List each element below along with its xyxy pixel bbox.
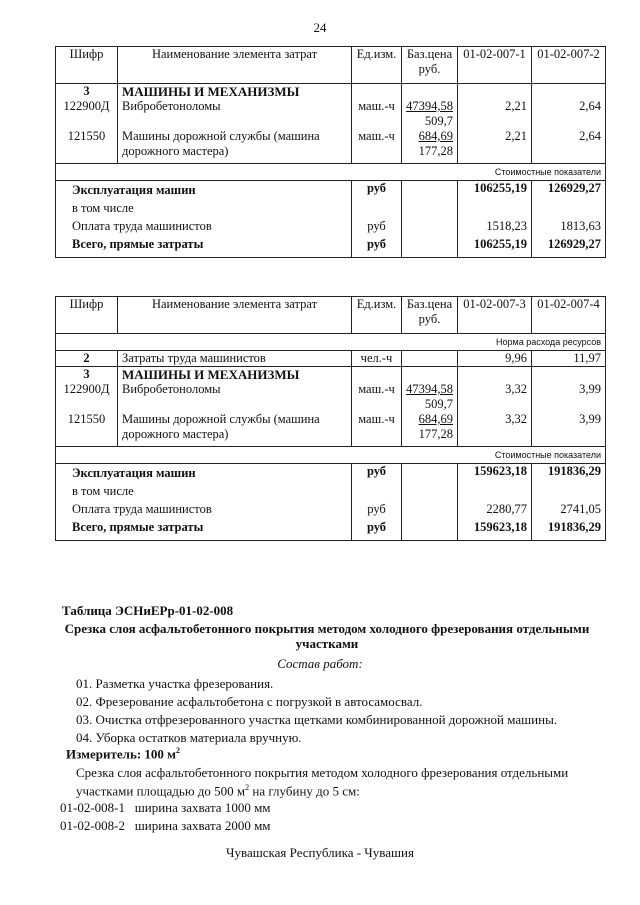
table-row: 122900Д Вибробетоноломы маш.-ч 47394,58 509,7 3,32 3,99 bbox=[56, 382, 606, 412]
work-item: 04. Уборка остатков материала вручную. bbox=[76, 730, 302, 745]
work-item: 02. Фрезерование асфальтобетона с погрузкой в автосамосвал. bbox=[76, 694, 423, 709]
estimate-table-2: Шифр Наименование элемента затрат Ед.изм. Баз.цена руб. 01-02-007-3 01-02-007-4 Норма расхода ресурсов 2 Затраты труда машинистов чел.-ч 9,96 11,97 3 МАШИНЫ И МЕХАНИЗМЫ 122900Д Вибробетоноломы маш.-ч 47394,58 509,7 3,32 3,99 121550 Машины дорожной службы (машина дорожного мастера) маш.-ч 684,69 177,28 3,32 3,99 Стоимостные показатели Эксплуатация машин руб 159623,18 191836,29 в том числе Оплата труда машинистов руб 2280,77 2741,05 Всего, прямые затраты руб 159623,18 191836,29 bbox=[55, 296, 606, 541]
code-item: 01-02-008-2 ширина захвата 2000 мм bbox=[60, 818, 271, 833]
header-unit: Ед.изм. bbox=[352, 47, 402, 84]
header-price: Баз.цена руб. bbox=[402, 297, 458, 334]
table-header bbox=[56, 47, 606, 84]
page-footer: Чувашская Республика - Чувашия bbox=[226, 845, 414, 860]
measurement-unit: Измеритель: 100 $м^2$ bbox=[66, 746, 181, 762]
work-composition-title: Состав работ: bbox=[277, 656, 363, 671]
table-row: 122900Д Вибробетоноломы маш.-ч 47394,58 509,7 2,21 2,64 bbox=[56, 99, 606, 129]
total-row: Всего, прямые затраты руб 106255,19 126929,27 bbox=[56, 237, 606, 258]
description-title: Срезка слоя асфальтобетонного покрытия методом холодного фрезерования отдельными участками bbox=[64, 621, 590, 651]
table-title: Таблица ЭСНиЕРр-01-02-008 bbox=[62, 603, 234, 618]
header-name: Наименование элемента затрат bbox=[118, 297, 352, 334]
header-col1: 01-02-007-1 bbox=[458, 47, 532, 84]
header-col1: 01-02-007-3 bbox=[458, 297, 532, 334]
table-row: 121550 Машины дорожной службы (машина дорожного мастера) маш.-ч 684,69 177,28 3,32 3,99 bbox=[56, 412, 606, 447]
page-number: 24 bbox=[313, 20, 327, 35]
work-item: 03. Очистка отфрезерованного участка щетками комбинированной дорожной машины. bbox=[76, 712, 558, 727]
section-row: 3 МАШИНЫ И МЕХАНИЗМЫ bbox=[56, 367, 606, 383]
cost-indicators-row: Стоимостные показатели bbox=[56, 164, 606, 181]
description-paragraph: Срезка слоя асфальтобетонного покрытия методом холодного фрезерования отдельными участками площадью до 500 $м^2$ на глубину до 5 см: bbox=[76, 765, 569, 799]
estimate-table-1: Шифр Наименование элемента затрат Ед.изм. Баз.цена руб. 01-02-007-1 01-02-007-2 3 МАШИНЫ И МЕХАНИЗМЫ 122900Д Вибробетоноломы маш.-ч 47394,58 509,7 2,21 2,64 121550 Машины дорожной службы (машина дорожного мастера) маш.-ч 684,69 177,28 2,21 2,64 Стоимостные показатели Эксплуатация машин руб 106255,19 126929,27 в том числе Оплата труда машинистов руб 1518,23 1813,63 Всего, прямые затраты руб 106255,19 126929,27 bbox=[55, 46, 606, 258]
exploit-row: Эксплуатация машин руб 159623,18 191836,29 bbox=[56, 464, 606, 482]
header-code: Шифр bbox=[56, 297, 118, 334]
exploit-row: Эксплуатация машин руб 106255,19 126929,27 bbox=[56, 181, 606, 199]
header-name: Наименование элемента затрат bbox=[118, 47, 352, 84]
header-code: Шифр bbox=[56, 47, 118, 84]
labor-row: 2 Затраты труда машинистов чел.-ч 9,96 11,97 bbox=[56, 351, 606, 367]
norm-row: Норма расхода ресурсов bbox=[56, 334, 606, 351]
section-row: 3 МАШИНЫ И МЕХАНИЗМЫ bbox=[56, 84, 606, 100]
cost-indicators-row: Стоимостные показатели bbox=[56, 447, 606, 464]
wage-row: Оплата труда машинистов руб 1518,23 1813,63 bbox=[56, 219, 606, 237]
total-row: Всего, прямые затраты руб 159623,18 191836,29 bbox=[56, 520, 606, 541]
code-item: 01-02-008-1 ширина захвата 1000 мм bbox=[60, 800, 271, 815]
header-col2: 01-02-007-2 bbox=[532, 47, 606, 84]
table-header bbox=[56, 297, 606, 334]
header-col2: 01-02-007-4 bbox=[532, 297, 606, 334]
wage-row: Оплата труда машинистов руб 2280,77 2741,05 bbox=[56, 502, 606, 520]
table-row: 121550 Машины дорожной службы (машина дорожного мастера) маш.-ч 684,69 177,28 2,21 2,64 bbox=[56, 129, 606, 164]
header-price: Баз.цена руб. bbox=[402, 47, 458, 84]
work-item: 01. Разметка участка фрезерования. bbox=[76, 676, 274, 691]
header-unit: Ед.изм. bbox=[352, 297, 402, 334]
